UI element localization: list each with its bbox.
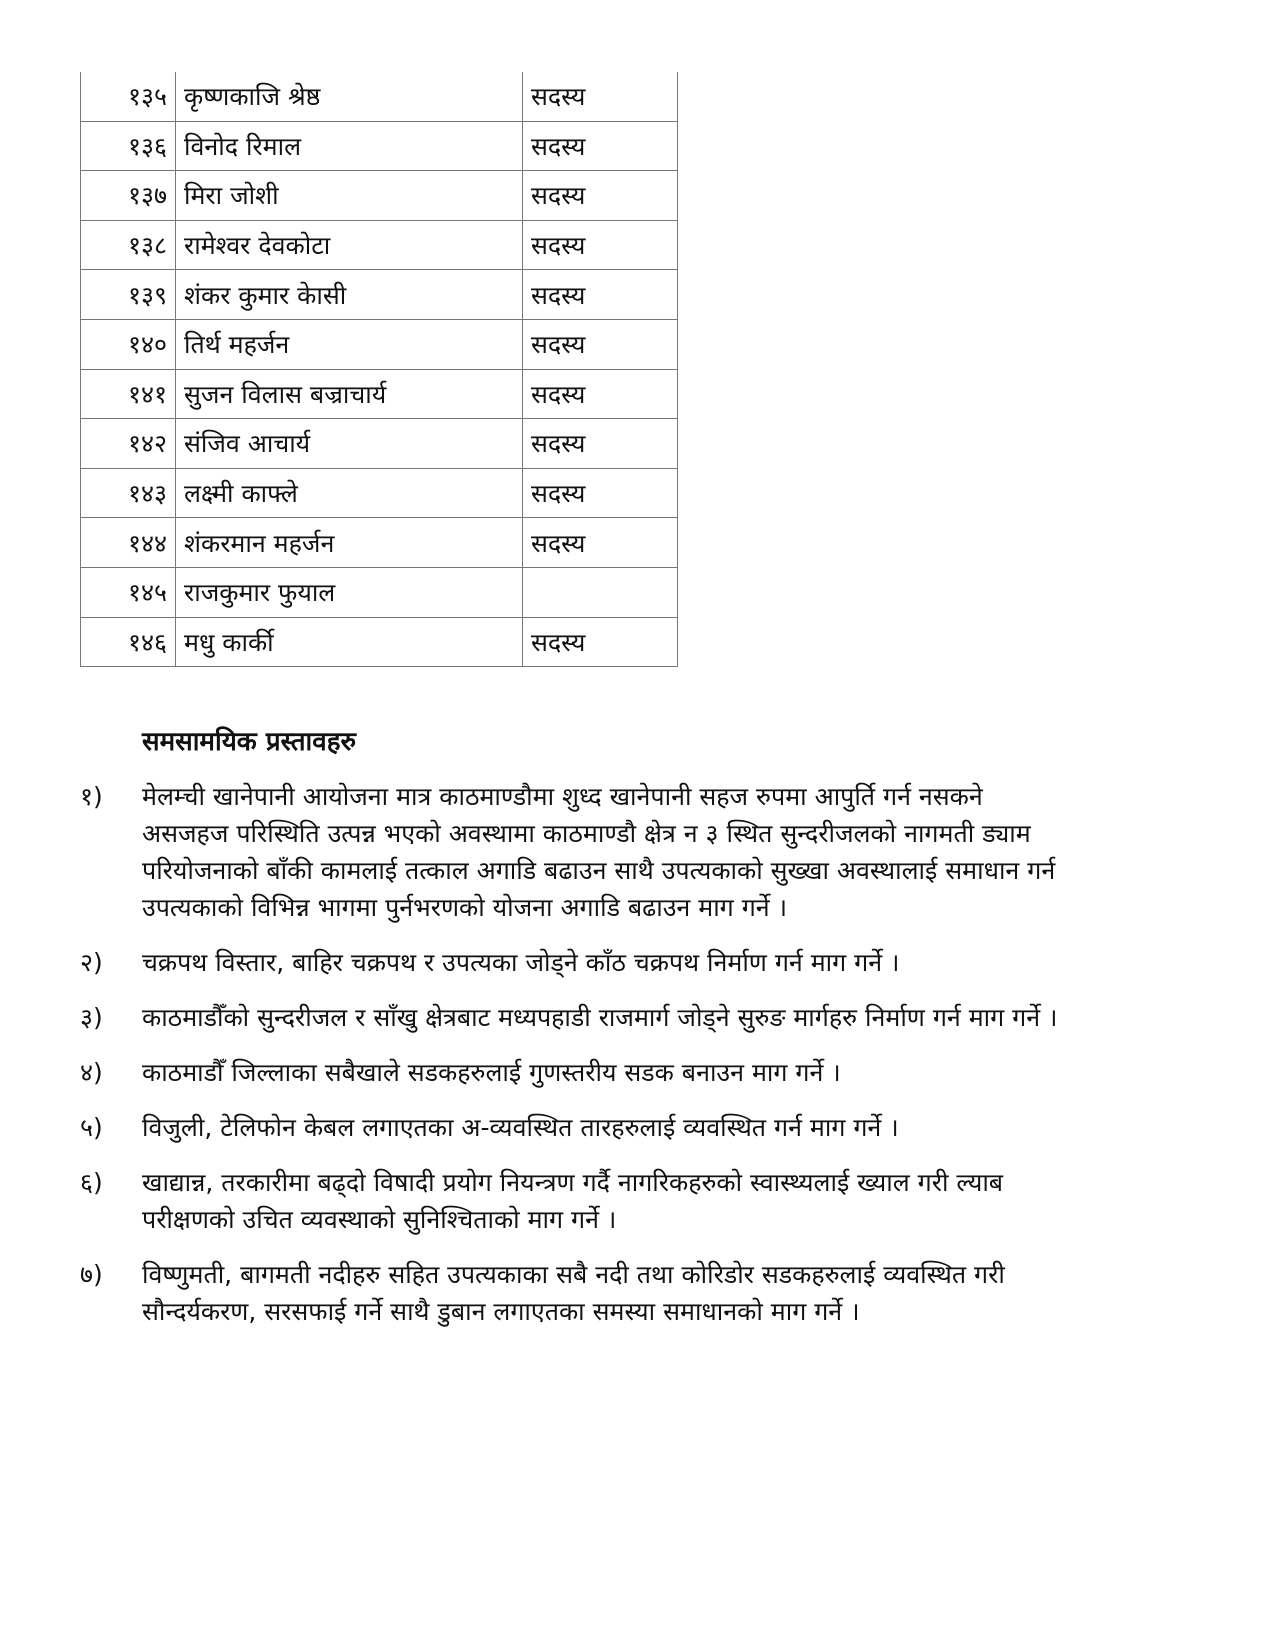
proposal-number: ६) — [80, 1168, 103, 1197]
cell-num: १४२ — [81, 419, 176, 469]
cell-num: १४५ — [81, 567, 176, 617]
table-row — [81, 468, 678, 518]
cell-num: १३७ — [81, 171, 176, 221]
proposal-text: खाद्यान्न, तरकारीमा बढ्दो विषादी प्रयोग नियन्त्रण गर्दै नागरिकहरुको स्वास्थ्यलाई ख्याल गरी ल्याब परीक्षणको उचित व्यवस्थाको सुनिश्चिताको माग गर्ने । — [142, 1168, 1004, 1234]
table-row — [81, 220, 678, 270]
cell-role: सदस्य — [523, 468, 678, 518]
proposal-text: मेलम्ची खानेपानी आयोजना मात्र काठमाण्डौमा शुध्द खानेपानी सहज रुपमा आपुर्ति गर्न नसकने असजहज परिस्थिति उत्पन्न भएको अवस्थामा काठमाण्डौ क्षेत्र न ३ स्थित सुन्दरीजलको नागमती ड्याम परियोजनाको बाँकी कामलाई तत्काल अगाडि बढाउन साथै उपत्यकाको सुख्खा अवस्थालाई समाधान गर्न उपत्यकाको विभिन्न भागमा पुर्नभरणको योजना अगाडि बढाउन माग गर्ने । — [142, 782, 1056, 922]
cell-name: मिरा जोशी — [176, 171, 523, 221]
proposal-text: विष्णुमती, बागमती नदीहरु सहित उपत्यकाका सबै नदी तथा कोरिडोर सडकहरुलाई व्यवस्थित गरी सौन्दर्यकरण, सरसफाई गर्ने साथै डुबान लगाएतका समस्या समाधानको माग गर्ने । — [142, 1260, 1005, 1326]
proposal-item — [80, 944, 1070, 981]
cell-name: शंकर कुमार केासी — [176, 270, 523, 320]
cell-role: सदस्य — [523, 171, 678, 221]
cell-name: कृष्णकाजि श्रेष्ठ — [176, 72, 523, 121]
table-row — [81, 369, 678, 419]
proposal-number: ३) — [80, 1003, 103, 1032]
proposal-item — [80, 1256, 1070, 1330]
cell-num: १४६ — [81, 617, 176, 667]
table-row — [81, 121, 678, 171]
members-table — [80, 72, 678, 667]
table-row — [81, 518, 678, 568]
proposal-item — [80, 778, 1070, 926]
proposal-item — [80, 999, 1070, 1036]
cell-name: तिर्थ महर्जन — [176, 319, 523, 369]
table-row — [81, 171, 678, 221]
cell-role: सदस्य — [523, 369, 678, 419]
proposal-text: चक्रपथ विस्तार, बाहिर चक्रपथ र उपत्यका जोड्ने काँठ चक्रपथ निर्माण गर्न माग गर्ने । — [142, 948, 900, 977]
table-row — [81, 617, 678, 667]
proposal-text: काठमाडौँको सुन्दरीजल र साँखु क्षेत्रबाट मध्यपहाडी राजमार्ग जोड्ने सुरुङ मार्गहरु निर्माण गर्न माग गर्ने । — [142, 1003, 1058, 1032]
cell-num: १३८ — [81, 220, 176, 270]
cell-name: संजिव आचार्य — [176, 419, 523, 469]
cell-name: विनोद रिमाल — [176, 121, 523, 171]
cell-role: सदस्य — [523, 319, 678, 369]
proposal-item — [80, 1164, 1070, 1238]
cell-num: १३६ — [81, 121, 176, 171]
cell-role: सदस्य — [523, 270, 678, 320]
cell-role: सदस्य — [523, 419, 678, 469]
cell-name: रामेश्वर देवकोटा — [176, 220, 523, 270]
cell-name: राजकुमार फुयाल — [176, 567, 523, 617]
proposal-number: १) — [80, 782, 103, 811]
proposal-text: विजुली, टेलिफोन केबल लगाएतका अ-व्यवस्थित तारहरुलाई व्यवस्थित गर्न माग गर्ने । — [142, 1113, 899, 1142]
cell-num: १४१ — [81, 369, 176, 419]
table-row — [81, 319, 678, 369]
cell-role: सदस्य — [523, 220, 678, 270]
cell-name: लक्ष्मी काफ्ले — [176, 468, 523, 518]
cell-name: सुजन विलास बज्राचार्य — [176, 369, 523, 419]
proposals-list — [80, 778, 1070, 1348]
cell-role — [523, 567, 678, 617]
table-row — [81, 72, 678, 121]
cell-num: १४३ — [81, 468, 176, 518]
cell-role: सदस्य — [523, 72, 678, 121]
cell-role: सदस्य — [523, 617, 678, 667]
proposal-number: २) — [80, 948, 103, 977]
cell-num: १३५ — [81, 72, 176, 121]
cell-num: १४० — [81, 319, 176, 369]
cell-num: १४४ — [81, 518, 176, 568]
table-row — [81, 270, 678, 320]
table-row — [81, 567, 678, 617]
section-heading: समसामयिक प्रस्तावहरु — [142, 727, 357, 757]
proposal-item — [80, 1109, 1070, 1146]
proposal-number: ७) — [80, 1260, 103, 1289]
cell-role: सदस्य — [523, 121, 678, 171]
proposal-number: ४) — [80, 1058, 103, 1087]
table-row — [81, 419, 678, 469]
proposal-text: काठमाडौँ जिल्लाका सबैखाले सडकहरुलाई गुणस्तरीय सडक बनाउन माग गर्ने । — [142, 1058, 841, 1087]
cell-role: सदस्य — [523, 518, 678, 568]
proposal-item — [80, 1054, 1070, 1091]
cell-num: १३९ — [81, 270, 176, 320]
cell-name: मधु कार्की — [176, 617, 523, 667]
proposal-number: ५) — [80, 1113, 103, 1142]
cell-name: शंकरमान महर्जन — [176, 518, 523, 568]
